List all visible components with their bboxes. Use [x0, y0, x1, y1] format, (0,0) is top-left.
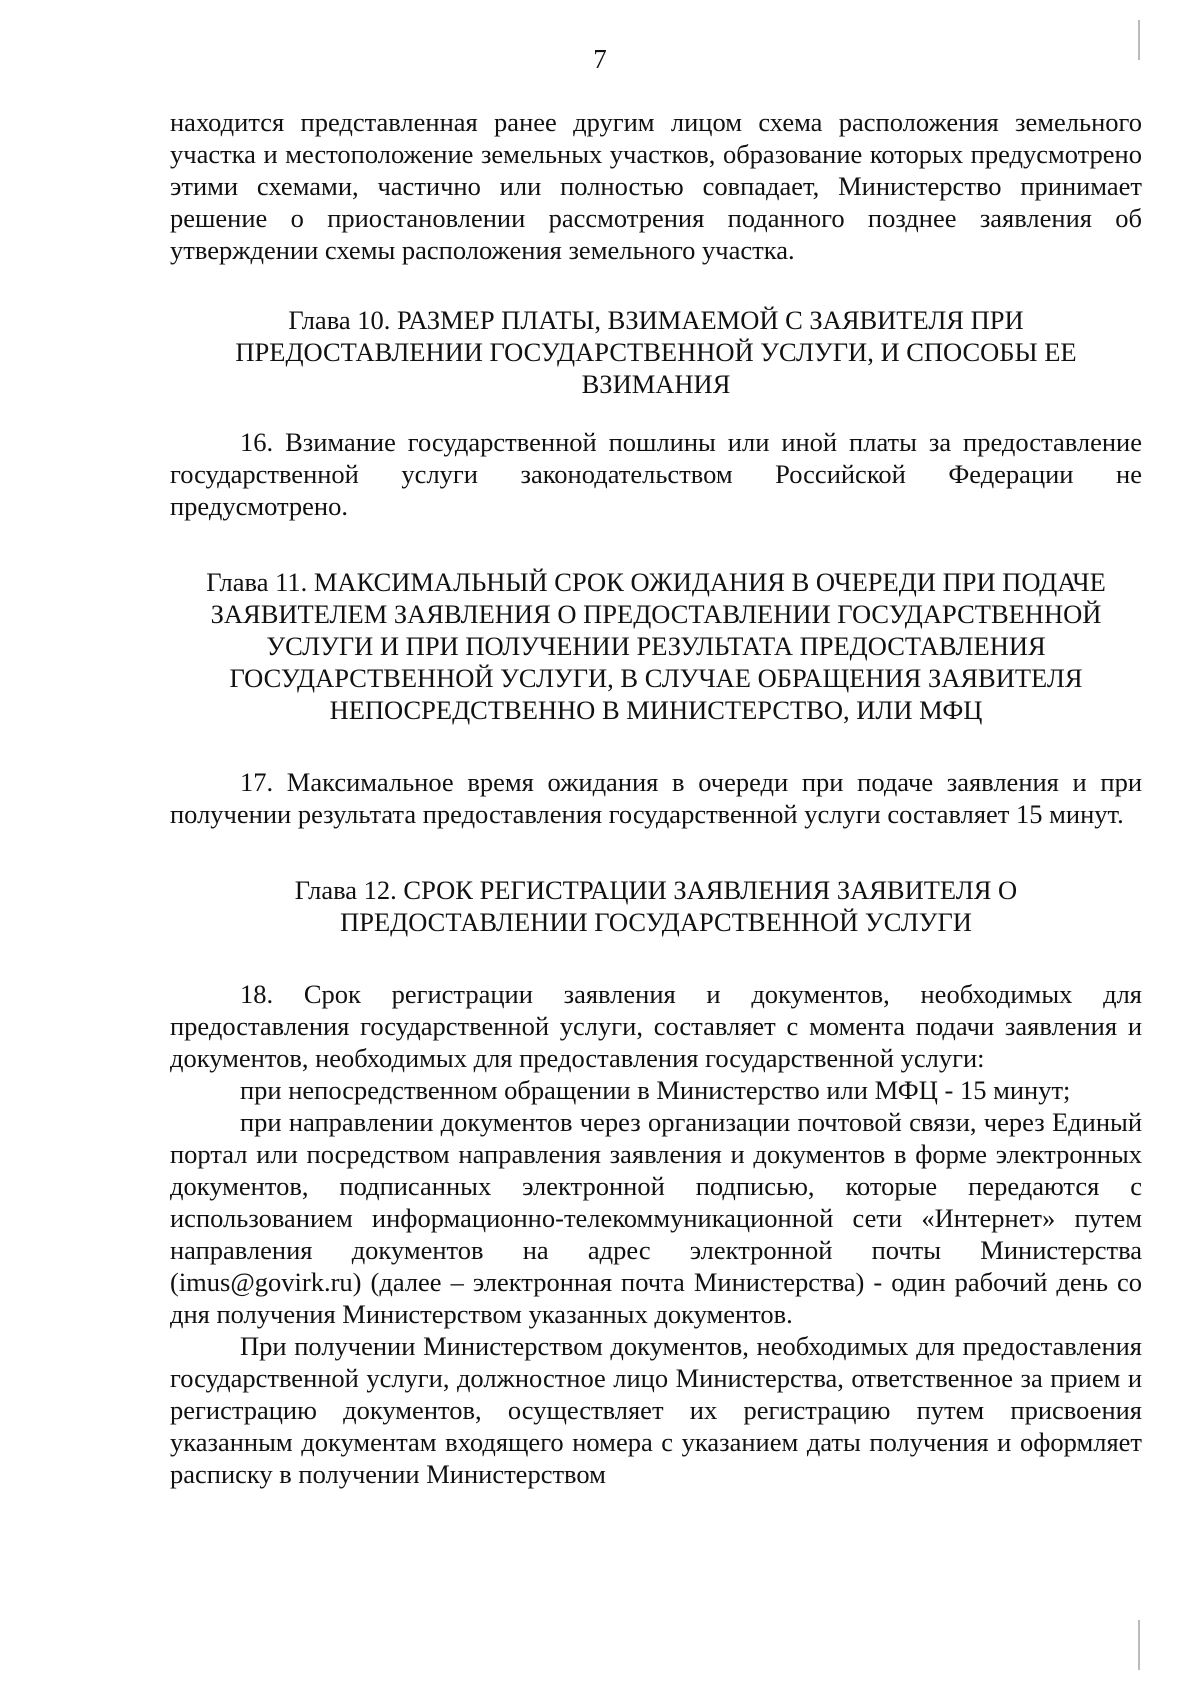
chapter-11-heading: Глава 11. МАКСИМАЛЬНЫЙ СРОК ОЖИДАНИЯ В ОЧЕРЕДИ ПРИ ПОДАЧЕ ЗАЯВИТЕЛЕМ ЗАЯВЛЕНИЯ О ПРЕДОСТАВЛЕНИИ ГОСУДАРСТВЕННОЙ УСЛУГИ И ПРИ ПОЛУЧЕНИИ РЕЗУЛЬТАТА ПРЕДОСТАВЛЕНИЯ ГОСУДАРСТВЕННОЙ УСЛУГИ, В СЛУЧАЕ ОБРАЩЕНИЯ ЗАЯВИТЕЛЯ НЕПОСРЕДСТВЕННО В МИНИСТЕРСТВО, ИЛИ МФЦ [206, 567, 1106, 725]
paragraph-16: 16. Взимание государственной пошлины или иной платы за предоставление государственной услуги законодательством Российской Федерации не предусмотрено. [170, 427, 1142, 521]
document-body [170, 106, 1142, 1490]
paragraph-receipt: При получении Министерством документов, необходимых для предоставления государственной услуги, должностное лицо Министерства, ответственное за прием и регистрацию документов, осуществляет их регистрацию путем присвоения указанным документам входящего номера с указанием даты получения и оформляет расписку в получении Министерством [170, 1331, 1142, 1489]
page-number: 7 [593, 44, 607, 74]
scan-margin-mark [1138, 20, 1140, 60]
item-direct-appeal: при непосредственном обращении в Министерство или МФЦ - 15 минут; [240, 1075, 1071, 1105]
paragraph-18: 18. Срок регистрации заявления и документов, необходимых для предоставления государственной услуги, составляет с момента подачи заявления и документов, необходимых для предоставления государственной услуги: [170, 979, 1142, 1073]
chapter-12-heading: Глава 12. СРОК РЕГИСТРАЦИИ ЗАЯВЛЕНИЯ ЗАЯВИТЕЛЯ О ПРЕДОСТАВЛЕНИИ ГОСУДАРСТВЕННОЙ УСЛУГИ [294, 875, 1018, 937]
item-mail-electronic: при направлении документов через организации почтовой связи, через Единый портал или посредством направления заявления и документов в форме электронных документов, подписанных электронной подписью, которые передаются с использованием информационно-телекоммуникационной сети «Интернет» путем направления документов на адрес электронной почты Министерства (imus@govirk.ru) (далее – электронная почта Министерства) - один рабочий день со дня получения Министерством указанных документов. [170, 1107, 1142, 1329]
chapter-10-heading: Глава 10. РАЗМЕР ПЛАТЫ, ВЗИМАЕМОЙ С ЗАЯВИТЕЛЯ ПРИ ПРЕДОСТАВЛЕНИИ ГОСУДАРСТВЕННОЙ УСЛУГИ, И СПОСОБЫ ЕЕ ВЗИМАНИЯ [235, 305, 1077, 399]
intro-paragraph: находится представленная ранее другим лицом схема расположения земельного участка и местоположение земельных участков, образование которых предусмотрено этими схемами, частично или полностью совпадает, Министерство принимает решение о приостановлении рассмотрения поданного позднее заявления об утверждении схемы расположения земельного участка. [170, 107, 1142, 265]
paragraph-17: 17. Максимальное время ожидания в очереди при подаче заявления и при получении результата предоставления государственной услуги составляет 15 минут. [170, 767, 1142, 829]
scan-margin-mark [1138, 1620, 1140, 1670]
